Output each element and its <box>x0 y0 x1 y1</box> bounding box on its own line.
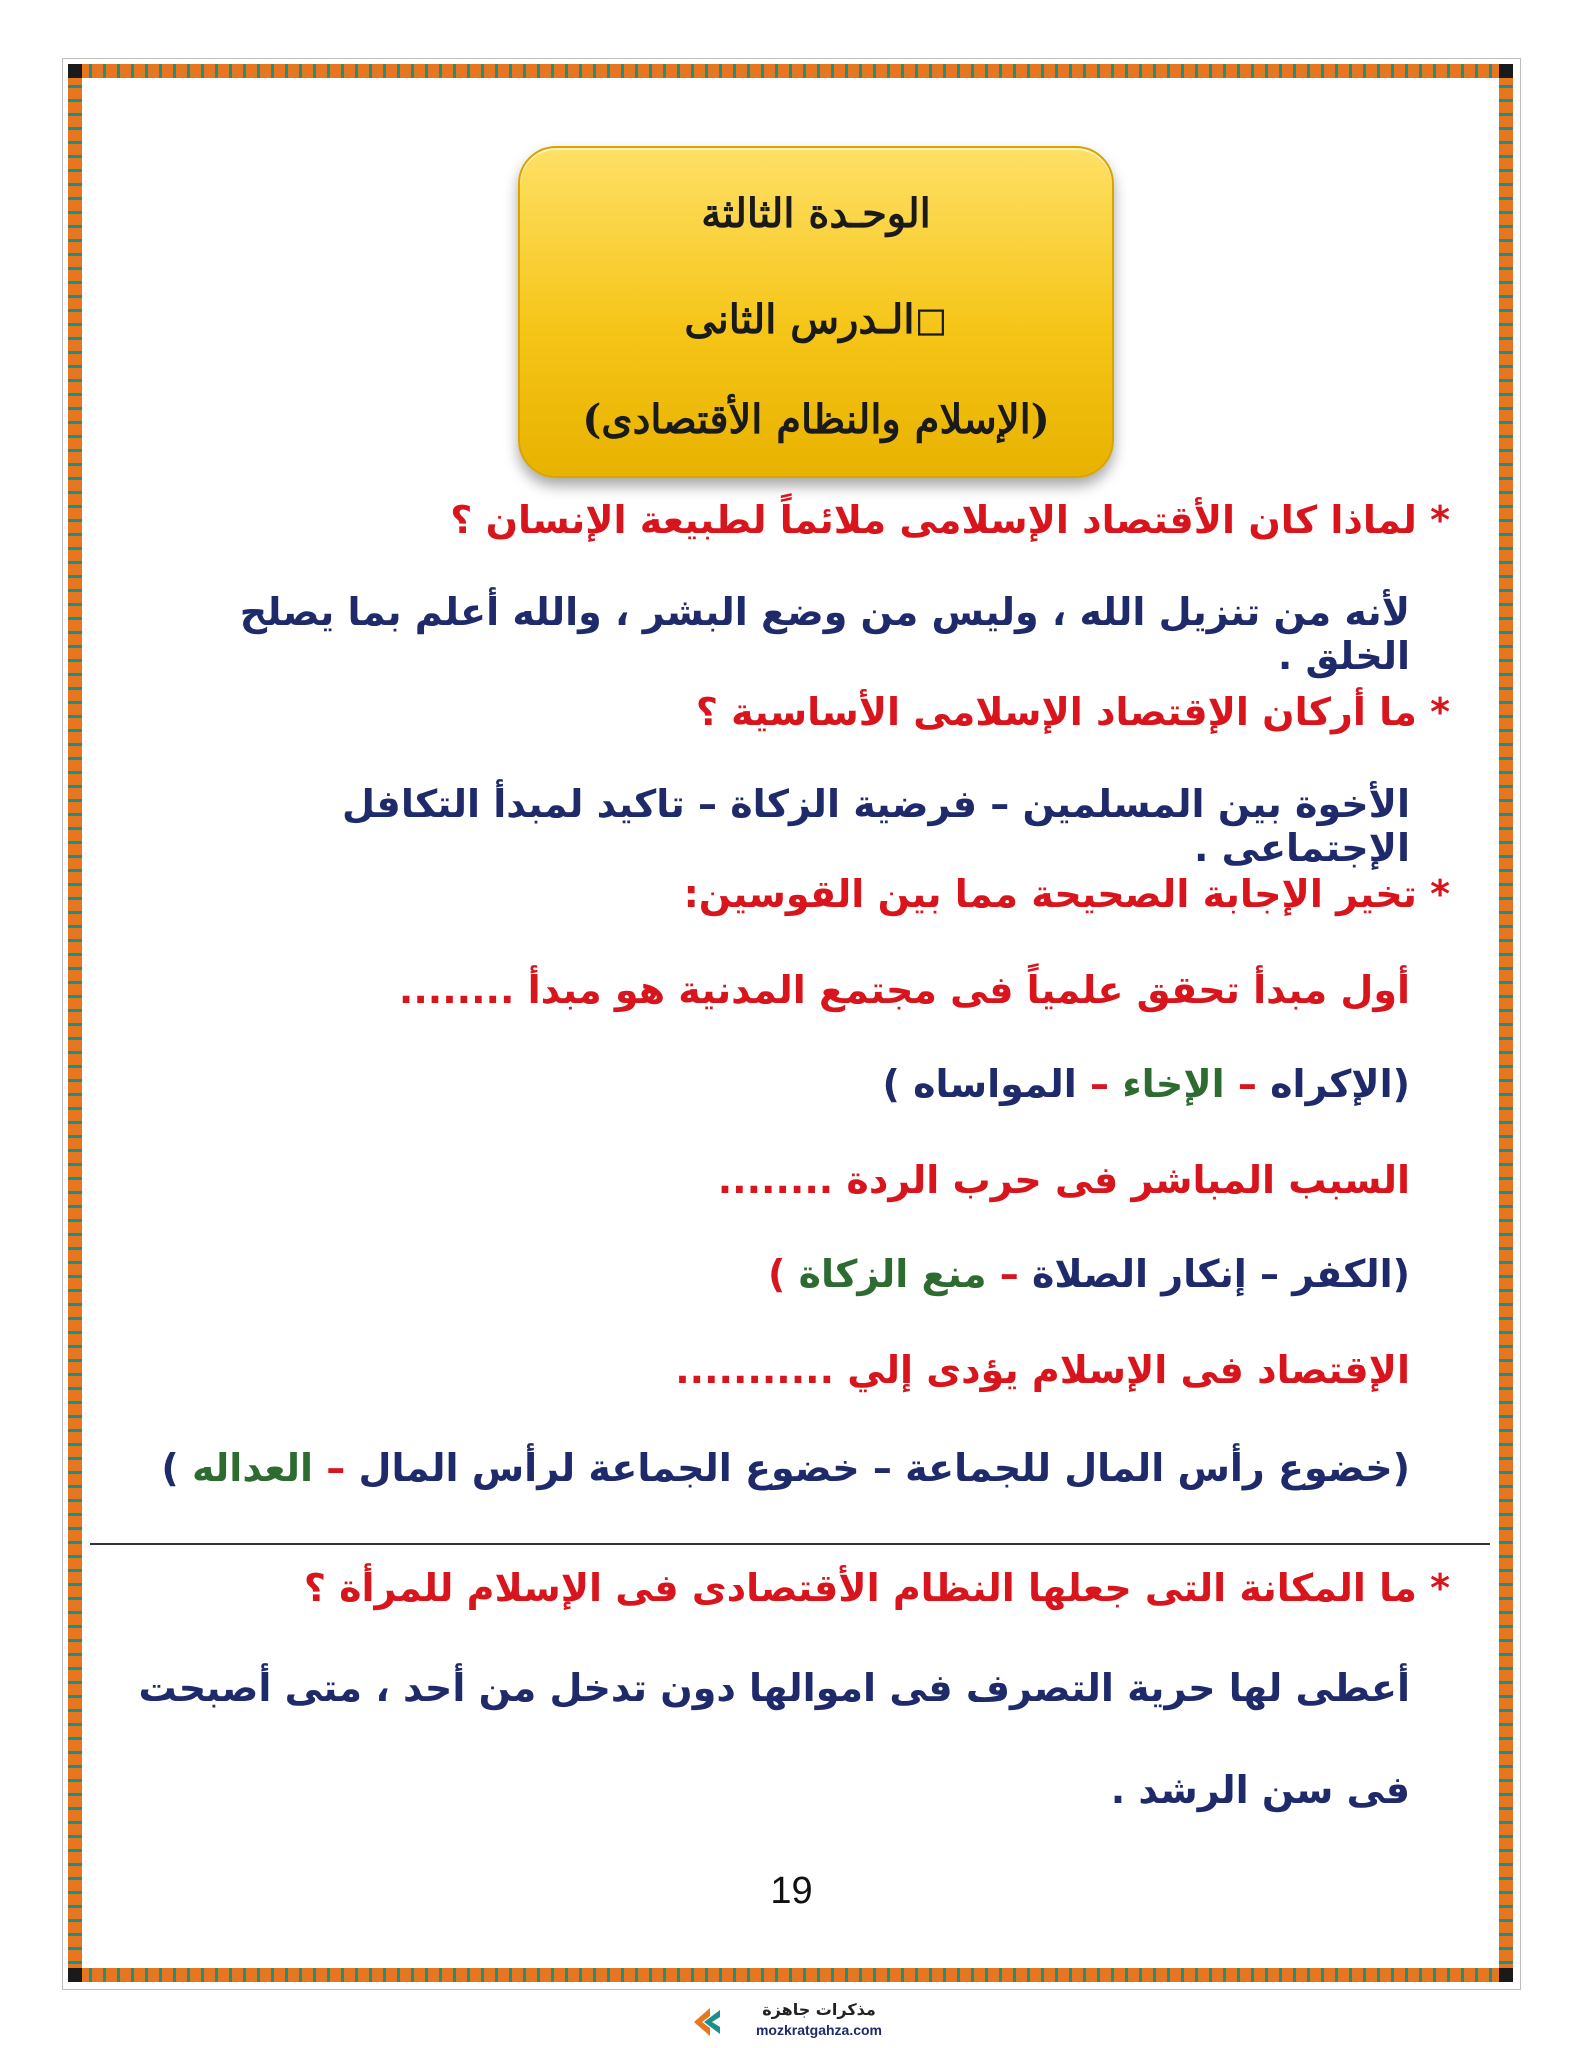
page-number: 19 <box>770 1870 813 1912</box>
separator: – <box>313 1446 359 1490</box>
mc-1-options <box>160 1062 1410 1106</box>
mc-3-stem: الإقتصاد فى الإسلام يؤدى إلي ........... <box>675 1348 1410 1392</box>
mc-2-option-b-correct: منع الزكاة <box>798 1252 987 1296</box>
frame-right-border <box>1499 64 1513 1982</box>
answer-4-line-2: فى سن الرشد . <box>1110 1768 1410 1812</box>
frame-top-border <box>68 64 1513 78</box>
mc-3-options <box>160 1446 1410 1490</box>
separator: – <box>1224 1062 1271 1106</box>
topic-title: (الإسلام والنظام الأقتصادى) <box>582 396 1050 443</box>
answer-4-line-1: أعطى لها حرية التصرف فى اموالها دون تدخل من أحد ، متى أصبحت <box>138 1666 1410 1710</box>
answer-2: الأخوة بين المسلمين – فرضية الزكاة – تاكيد لمبدأ التكافل الإجتماعى . <box>342 782 1410 870</box>
mc-1-option-c: المواساه ) <box>882 1062 1077 1106</box>
closing-paren: ) <box>161 1446 192 1490</box>
unit-title: الوحـدة الثالثة <box>701 190 931 237</box>
lesson-title: ◻الـدرس الثانى <box>684 296 948 343</box>
site-logo <box>690 2000 910 2044</box>
lesson-title-box <box>518 146 1114 478</box>
logo-url: mozkratgahza.com <box>755 2022 883 2038</box>
mc-3-option-b-correct: العداله <box>191 1446 314 1490</box>
closing-paren: ) <box>767 1252 799 1296</box>
mc-2-option-a: (الكفر – إنكار الصلاة <box>1032 1252 1410 1296</box>
separator: – <box>986 1252 1032 1296</box>
question-4: * ما المكانة التى جعلها النظام الأقتصادى فى الإسلام للمرأة ؟ <box>303 1566 1450 1610</box>
frame-corner <box>1499 64 1513 78</box>
mc-3-option-a: (خضوع رأس المال للجماعة – خضوع الجماعة لرأس المال <box>358 1446 1410 1490</box>
logo-text: مذكرات جاهزة <box>762 2000 876 2019</box>
question-3: * تخير الإجابة الصحيحة مما بين القوسين: <box>683 872 1450 916</box>
mc-2-stem: السبب المباشر فى حرب الردة ........ <box>717 1158 1410 1202</box>
frame-left-border <box>68 64 82 1982</box>
section-divider <box>90 1543 1490 1545</box>
frame-bottom-border <box>68 1968 1513 1982</box>
mc-1-option-a: (الإكراه <box>1270 1062 1410 1106</box>
mc-2-options <box>160 1252 1410 1296</box>
question-1: * لماذا كان الأقتصاد الإسلامى ملائماً لطبيعة الإنسان ؟ <box>450 498 1450 542</box>
frame-corner <box>68 64 82 78</box>
answer-1: لأنه من تنزيل الله ، وليس من وضع البشر ، والله أعلم بما يصلح الخلق . <box>239 590 1410 678</box>
mc-1-stem: أول مبدأ تحقق علمياً فى مجتمع المدنية هو مبدأ ........ <box>398 968 1410 1012</box>
question-2: * ما أركان الإقتصاد الإسلامى الأساسية ؟ <box>695 690 1450 734</box>
frame-corner <box>68 1968 82 1982</box>
mc-1-option-b-correct: الإخاء <box>1122 1062 1225 1106</box>
frame-corner <box>1499 1968 1513 1982</box>
separator: – <box>1076 1062 1123 1106</box>
logo-mark-icon <box>690 2004 726 2040</box>
